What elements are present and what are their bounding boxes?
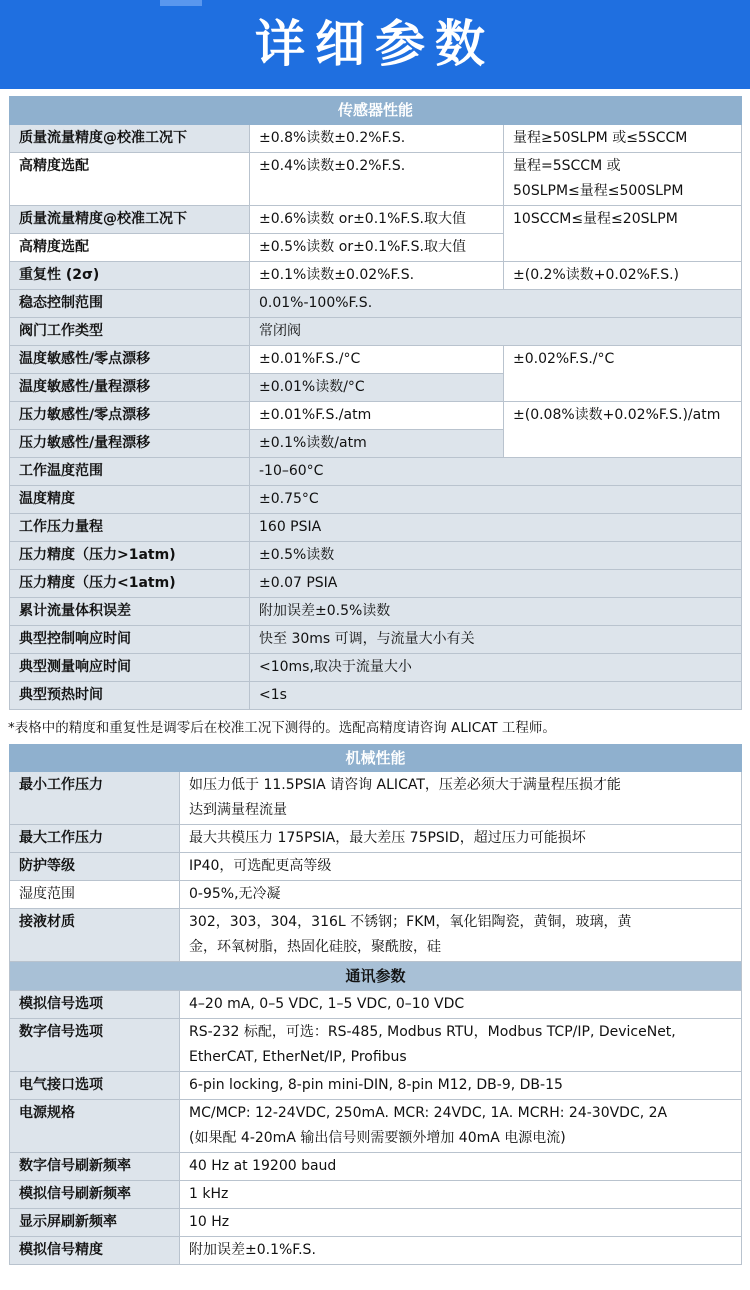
row-value: ±0.4%读数±0.2%F.S. <box>250 153 504 206</box>
row-value: 附加误差±0.5%读数 <box>250 598 742 626</box>
row-value-line: 达到满量程流量 <box>189 802 287 818</box>
row-value: 40 Hz at 19200 baud <box>180 1153 742 1181</box>
row-label: 压力敏感性/量程漂移 <box>10 430 250 458</box>
row-extra: ±(0.08%读数+0.02%F.S.)/atm <box>504 402 742 458</box>
row-value: ±0.5%读数 or±0.1%F.S.取大值 <box>250 234 504 262</box>
mechanical-comm-table <box>9 744 742 1265</box>
row-value: 常闭阀 <box>250 318 742 346</box>
sensor-performance-table <box>9 96 742 710</box>
table-row <box>10 153 742 206</box>
section-header-label: 机械性能 <box>10 745 742 772</box>
row-label: 数字信号刷新频率 <box>10 1153 180 1181</box>
section-header-mechanical <box>10 745 742 772</box>
table-row <box>10 542 742 570</box>
row-value: 10 Hz <box>180 1209 742 1237</box>
table-row <box>10 486 742 514</box>
table-row <box>10 881 742 909</box>
table-row <box>10 458 742 486</box>
row-label: 显示屏刷新频率 <box>10 1209 180 1237</box>
row-extra: ±0.02%F.S./°C <box>504 346 742 402</box>
table-row <box>10 909 742 962</box>
row-label: 接液材质 <box>10 909 180 962</box>
row-label: 模拟信号选项 <box>10 991 180 1019</box>
table-row <box>10 1181 742 1209</box>
table-row <box>10 514 742 542</box>
row-value-line: RS-232 标配，可选：RS-485, Modbus RTU，Modbus TCP/IP, DeviceNet, <box>189 1024 676 1040</box>
row-value: IP40，可选配更高等级 <box>180 853 742 881</box>
row-label: 温度敏感性/零点漂移 <box>10 346 250 374</box>
row-label: 工作温度范围 <box>10 458 250 486</box>
row-value <box>180 772 742 825</box>
row-value: ±0.6%读数 or±0.1%F.S.取大值 <box>250 206 504 234</box>
row-label: 最大工作压力 <box>10 825 180 853</box>
row-extra <box>504 153 742 206</box>
row-value-line: EtherCAT, EtherNet/IP, Profibus <box>189 1049 407 1065</box>
row-value: <1s <box>250 682 742 710</box>
row-label: 电源规格 <box>10 1100 180 1153</box>
table-row <box>10 598 742 626</box>
row-value: 0.01%-100%F.S. <box>250 290 742 318</box>
row-label: 重复性 (2σ) <box>10 262 250 290</box>
title-banner <box>0 0 750 89</box>
section-header-comm <box>10 962 742 991</box>
section-header-label: 传感器性能 <box>10 97 742 125</box>
row-label: 质量流量精度@校准工况下 <box>10 125 250 153</box>
row-value <box>180 909 742 962</box>
row-label: 高精度选配 <box>10 234 250 262</box>
row-label: 温度精度 <box>10 486 250 514</box>
row-value: 附加误差±0.1%F.S. <box>180 1237 742 1265</box>
row-label: 压力敏感性/零点漂移 <box>10 402 250 430</box>
table-row <box>10 991 742 1019</box>
row-value: ±0.1%读数/atm <box>250 430 504 458</box>
section-header-sensor <box>10 97 742 125</box>
table-row <box>10 125 742 153</box>
table-row <box>10 853 742 881</box>
table-row <box>10 570 742 598</box>
row-label: 压力精度（压力<1atm) <box>10 570 250 598</box>
row-value: 160 PSIA <box>250 514 742 542</box>
row-value: 快至 30ms 可调，与流量大小有关 <box>250 626 742 654</box>
row-label: 最小工作压力 <box>10 772 180 825</box>
table-row <box>10 1209 742 1237</box>
row-label: 质量流量精度@校准工况下 <box>10 206 250 234</box>
table-row <box>10 654 742 682</box>
row-value <box>180 1019 742 1072</box>
row-value: 6-pin locking, 8-pin mini-DIN, 8-pin M12, DB-9, DB-15 <box>180 1072 742 1100</box>
table-row <box>10 1072 742 1100</box>
table-row <box>10 626 742 654</box>
row-label: 模拟信号精度 <box>10 1237 180 1265</box>
row-extra: 量程≥50SLPM 或≤5SCCM <box>504 125 742 153</box>
table-row <box>10 318 742 346</box>
row-value: 0-95%,无冷凝 <box>180 881 742 909</box>
table-row <box>10 1019 742 1072</box>
row-label: 典型控制响应时间 <box>10 626 250 654</box>
row-value: ±0.1%读数±0.02%F.S. <box>250 262 504 290</box>
table-row <box>10 402 742 430</box>
banner-accent <box>160 0 202 6</box>
table-row <box>10 346 742 374</box>
row-label: 典型预热时间 <box>10 682 250 710</box>
row-extra-line: 量程=5SCCM 或 <box>513 158 621 174</box>
row-value <box>180 1100 742 1153</box>
row-label: 累计流量体积误差 <box>10 598 250 626</box>
row-label: 稳态控制范围 <box>10 290 250 318</box>
table-row <box>10 1237 742 1265</box>
row-value-line: (如果配 4-20mA 输出信号则需要额外增加 40mA 电源电流) <box>189 1130 566 1146</box>
footnote: *表格中的精度和重复性是调零后在校准工况下测得的。选配高精度请咨询 ALICAT 工程师。 <box>8 720 556 736</box>
row-value: ±0.01%F.S./°C <box>250 346 504 374</box>
row-label: 压力精度（压力>1atm) <box>10 542 250 570</box>
table-row <box>10 825 742 853</box>
row-value: 4–20 mA, 0–5 VDC, 1–5 VDC, 0–10 VDC <box>180 991 742 1019</box>
table-row <box>10 682 742 710</box>
page-title: 详细参数 <box>255 15 495 73</box>
row-label: 阀门工作类型 <box>10 318 250 346</box>
table-row <box>10 290 742 318</box>
section-header-label: 通讯参数 <box>10 962 742 991</box>
row-value: 最大共模压力 175PSIA，最大差压 75PSID，超过压力可能损坏 <box>180 825 742 853</box>
table-row <box>10 1100 742 1153</box>
table-row <box>10 1153 742 1181</box>
row-label: 温度敏感性/量程漂移 <box>10 374 250 402</box>
row-extra: ±(0.2%读数+0.02%F.S.) <box>504 262 742 290</box>
row-value: ±0.5%读数 <box>250 542 742 570</box>
row-value: -10–60°C <box>250 458 742 486</box>
row-label: 防护等级 <box>10 853 180 881</box>
row-value: ±0.01%F.S./atm <box>250 402 504 430</box>
row-value-line: 如压力低于 11.5PSIA 请咨询 ALICAT，压差必须大于满量程压损才能 <box>189 777 621 793</box>
row-value: ±0.01%读数/°C <box>250 374 504 402</box>
row-value-line: MC/MCP: 12-24VDC, 250mA. MCR: 24VDC, 1A. MCRH: 24-30VDC, 2A <box>189 1105 668 1121</box>
row-label: 工作压力量程 <box>10 514 250 542</box>
row-value: ±0.07 PSIA <box>250 570 742 598</box>
row-label: 典型测量响应时间 <box>10 654 250 682</box>
row-extra: 10SCCM≤量程≤20SLPM <box>504 206 742 262</box>
row-extra-line: 50SLPM≤量程≤500SLPM <box>513 183 684 199</box>
row-label: 电气接口选项 <box>10 1072 180 1100</box>
row-value-line: 金，环氧树脂，热固化硅胶，聚酰胺，硅 <box>189 939 441 955</box>
table-row <box>10 206 742 234</box>
row-label: 模拟信号刷新频率 <box>10 1181 180 1209</box>
table-row <box>10 262 742 290</box>
row-value: ±0.8%读数±0.2%F.S. <box>250 125 504 153</box>
row-value-line: 302，303，304，316L 不锈钢；FKM，氧化铝陶瓷，黄铜，玻璃，黄 <box>189 914 632 930</box>
row-label: 数字信号选项 <box>10 1019 180 1072</box>
row-label: 湿度范围 <box>10 881 180 909</box>
row-value: 1 kHz <box>180 1181 742 1209</box>
table-row <box>10 772 742 825</box>
row-label: 高精度选配 <box>10 153 250 206</box>
row-value: ±0.75°C <box>250 486 742 514</box>
row-value: <10ms,取决于流量大小 <box>250 654 742 682</box>
